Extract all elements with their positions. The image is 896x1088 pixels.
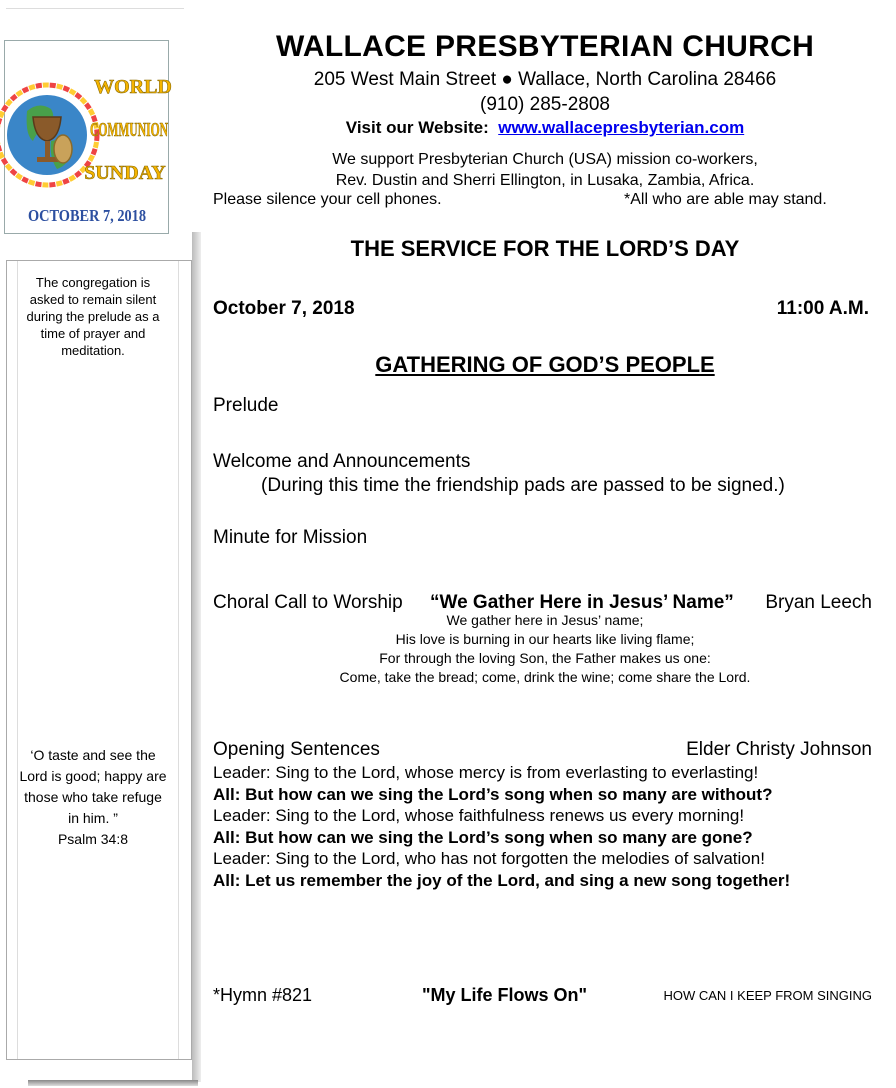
- psalm-quote: [18, 745, 168, 850]
- choral-author: Bryan Leech: [765, 592, 872, 613]
- psalm-text: ‘O taste and see the Lord is good; happy are those who take refuge in him. ”: [19, 747, 167, 826]
- logo-line1: WORLD: [94, 76, 172, 98]
- litany-leader: Leader: Sing to the Lord, whose faithfulness renews us every morning!: [213, 806, 745, 825]
- welcome-note: (During this time the friendship pads are passed to be signed.): [261, 475, 785, 496]
- lyric-line: We gather here in Jesus’ name;: [446, 612, 644, 628]
- top-rule: [6, 8, 184, 9]
- sidebar-panel: [6, 260, 192, 1060]
- support-line2: Rev. Dustin and Sherri Ellington, in Lusaka, Zambia, Africa.: [335, 172, 755, 189]
- opening-sentences: Opening Sentences: [213, 739, 380, 760]
- lyric-line: His love is burning in our hearts like living flame;: [395, 631, 695, 647]
- opening-leader: Elder Christy Johnson: [686, 739, 872, 760]
- logo-line2: COMMUNION: [90, 119, 169, 141]
- silence-phones: Please silence your cell phones.: [213, 191, 442, 208]
- church-address: 205 West Main Street ● Wallace, North Carolina 28466: [313, 69, 777, 90]
- hymn-title: "My Life Flows On": [422, 985, 588, 1005]
- church-name: WALLACE PRESBYTERIAN CHURCH: [275, 30, 815, 63]
- bottom-shadow: [28, 1080, 198, 1086]
- welcome: Welcome and Announcements: [213, 451, 471, 472]
- website-label: Visit our Website:: [345, 118, 489, 137]
- website-line: [200, 118, 890, 138]
- stand-note: *All who are able may stand.: [624, 191, 827, 208]
- litany-all: All: But how can we sing the Lord’s song when so many are gone?: [213, 827, 753, 847]
- lyric-line: For through the loving Son, the Father makes us one:: [379, 650, 711, 666]
- choral-lyrics: [200, 611, 890, 687]
- prelude: Prelude: [213, 395, 279, 416]
- section-heading: GATHERING OF GOD’S PEOPLE: [375, 352, 715, 377]
- choral-title: “We Gather Here in Jesus’ Name”: [430, 592, 734, 613]
- logo-line3: SUNDAY: [84, 162, 166, 184]
- silence-note: The congregation is asked to remain silent during the prelude as a time of prayer and meditation.: [26, 275, 160, 358]
- choral-label: Choral Call to Worship: [213, 592, 403, 613]
- globe-chalice-icon: [5, 41, 172, 233]
- logo-date: OCTOBER 7, 2018: [28, 206, 146, 225]
- service-date: October 7, 2018: [213, 298, 355, 319]
- church-phone: (910) 285-2808: [480, 94, 610, 115]
- world-communion-logo: [4, 40, 172, 234]
- hymn-number: *Hymn #821: [213, 985, 313, 1005]
- lyric-line: Come, take the bread; come, drink the wine; come share the Lord.: [339, 669, 751, 685]
- hymn-tune: HOW CAN I KEEP FROM SINGING: [663, 988, 872, 1003]
- litany-leader: Leader: Sing to the Lord, who has not forgotten the melodies of salvation!: [213, 849, 765, 868]
- litany-leader: Leader: Sing to the Lord, whose mercy is from everlasting to everlasting!: [213, 763, 759, 782]
- litany-all: All: But how can we sing the Lord’s song when so many are without?: [213, 784, 773, 804]
- psalm-reference: Psalm 34:8: [57, 831, 129, 847]
- litany-all: All: Let us remember the joy of the Lord, and sing a new song together!: [213, 870, 791, 890]
- website-link[interactable]: www.wallacepresbyterian.com: [498, 118, 745, 137]
- support-line1: We support Presbyterian Church (USA) mission co-workers,: [332, 151, 758, 168]
- service-time: 11:00 A.M.: [776, 298, 869, 319]
- minute-for-mission: Minute for Mission: [213, 527, 368, 548]
- service-title: THE SERVICE FOR THE LORD’S DAY: [350, 236, 740, 261]
- mission-support: [200, 149, 890, 191]
- litany: [213, 762, 883, 891]
